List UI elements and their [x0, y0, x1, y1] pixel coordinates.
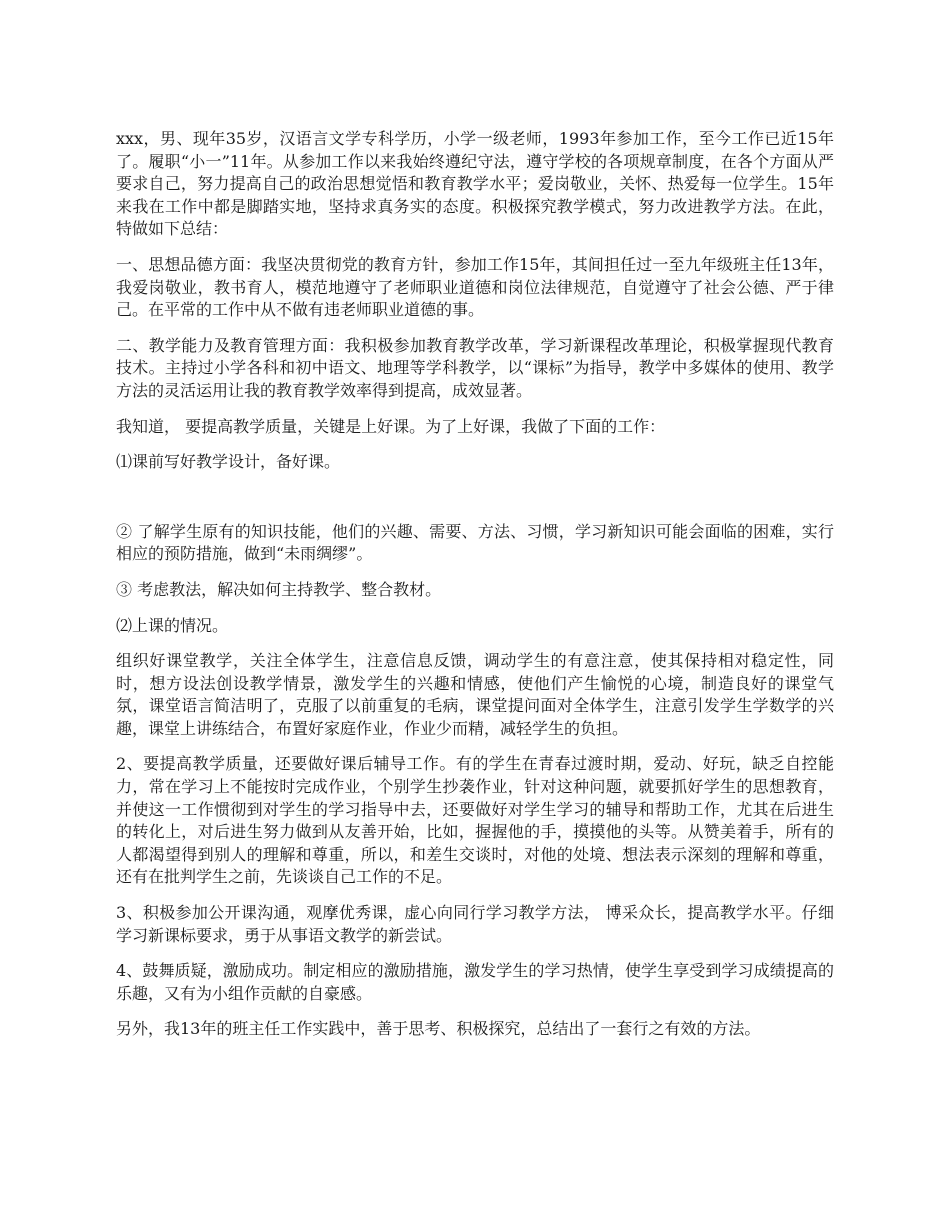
paragraph-key-lesson: 我知道， 要提高教学质量，关键是上好课。为了上好课，我做了下面的工作：: [116, 416, 666, 436]
paragraph-classroom-organization: 组织好课堂教学，关注全体学生，注意信息反馈，调动学生的有意注意，使其保持相对稳定性，同时，想方设法创设教学情景，激发学生的兴趣和情感，使他们产生愉悦的心境，制造良好的课堂气氛，课堂语言简洁明了，克服了以前重复的毛病，课堂提问面对全体学生，注意引发学生学数学的兴趣，课堂上讲练结合，布置好家庭作业，作业少而精，减轻学生的负担。: [116, 651, 834, 738]
paragraph-conclusion: 另外，我13年的班主任工作实践中，善于思考、积极探究，总结出了一套行之有效的方法。: [116, 1019, 761, 1039]
paragraph-open-class: 3、积极参加公开课沟通，观摩优秀课，虚心向同行学习教学方法， 博采众长，提高教学水平。仔细学习新课标要求，勇于从事语文教学的新尝试。: [116, 903, 834, 945]
paragraph-after-class-tutoring: 2、要提高教学质量，还要做好课后辅导工作。有的学生在青春过渡时期，爱动、好玩，缺乏自控能力，常在学习上不能按时完成作业，个别学生抄袭作业，针对这种问题，就要抓好学生的思想教育，并使这一工作惯彻到对学生的学习指导中去，还要做好对学生学习的辅导和帮助工作，尤其在后进生的转化上，对后进生努力做到从友善开始，比如，握握他的手，摸摸他的头等。从赞美着手，所有的人都渴望得到别人的理解和尊重，所以，和差生交谈时，对他的处境、想法表示深刻的理解和尊重，还有在批判学生之前，先谈谈自己工作的不足。: [116, 754, 834, 887]
paragraph-intro: xxx，男、现年35岁，汉语言文学专科学历，小学一级老师，1993年参加工作，至今工作已近15年了。履职“小一”11年。从参加工作以来我始终遵纪守法，遵守学校的各项规章制度，在各个方面从严要求自己，努力提高自己的政治思想觉悟和教育教学水平；爱岗敬业，关怀、热爱每一位学生。15年来我在工作中都是脚踏实地，坚持求真务实的态度。积极探究教学模式，努力改进教学方法。在此，特做如下总结：: [116, 129, 834, 239]
paragraph-class-situation: ⑵上课的情况。: [116, 615, 229, 635]
paragraph-encourage-questions: 4、鼓舞质疑，激励成功。制定相应的激励措施，激发学生的学习热情，使学生享受到学习成绩提高的乐趣，又有为小组作贡献的自豪感。: [116, 961, 834, 1003]
paragraph-item-1: ⑴课前写好教学设计，备好课。: [116, 452, 341, 472]
paragraph-item-3: ③ 考虑教法，解决如何主持教学、整合教材。: [116, 579, 442, 599]
paragraph-item-2: ② 了解学生原有的知识技能，他们的兴趣、需要、方法、习惯，学习新知识可能会面临的困难，实行相应的预防措施，做到“未雨绸缪”。: [116, 521, 834, 564]
blank-gap: [116, 487, 834, 521]
paragraph-teaching-ability: 二、教学能力及教育管理方面：我积极参加教育教学改革，学习新课程改革理论，积极掌握现代教育技术。主持过小学各科和初中语文、地理等学科教学，以“课标”为指导，教学中多媒体的使用、教学方法的灵活运用让我的教育教学效率得到提高，成效显著。: [116, 335, 834, 400]
paragraph-moral-character: 一、思想品德方面：我坚决贯彻党的教育方针，参加工作15年，其间担任过一至九年级班主任13年，我爱岗敬业，教书育人，模范地遵守了老师职业道德和岗位法律规范，自觉遵守了社会公德、严于律己。在平常的工作中从不做有违老师职业道德的事。: [116, 254, 834, 320]
